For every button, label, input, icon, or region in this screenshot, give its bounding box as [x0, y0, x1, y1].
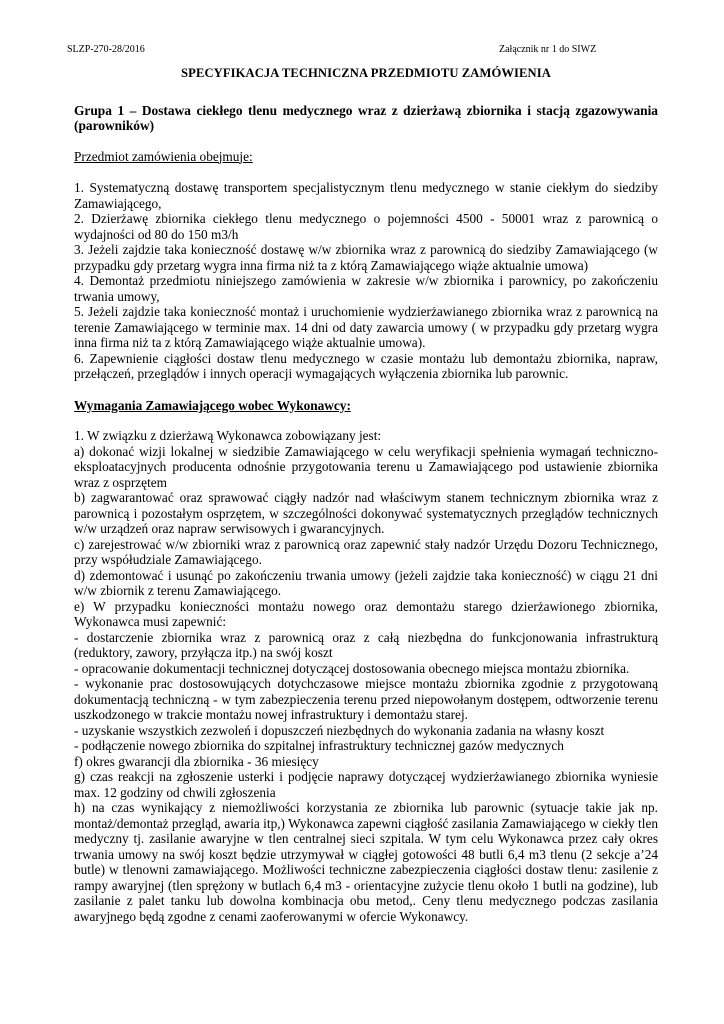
document-reference: SLZP-270-28/2016 [67, 44, 145, 55]
requirement-item: d) zdemontować i usunąć po zakończeniu trwania umowy (jeżeli zajdzie taka konieczność) w ciągu 21 dni w/w zbiornik z terenu Zamawiającego. [74, 567, 658, 598]
attachment-label: Załącznik nr 1 do SIWZ [499, 44, 597, 55]
requirement-item: c) zarejestrować w/w zbiorniki wraz z parownicą oraz zapewnić stały nadzór Urzędu Dozoru Technicznego, przy współudziale Zamawiającego. [74, 536, 658, 567]
requirement-item: b) zagwarantować oraz sprawować ciągły nadzór nad właściwym stanem technicznym zbiornika wraz z parownicą i pozostałym osprzętem, w szczególności dokonywać systematycznych przeglądów technicznych w/w urządzeń oraz napraw serwisowych i gwarancyjnych. [74, 490, 658, 536]
scope-item: 4. Demontaż przedmiotu niniejszego zamówienia w zakresie w/w zbiornika i parownicy, po zakończeniu trwania umowy, [74, 273, 658, 304]
requirement-item: - wykonanie prac dostosowujących dotychczasowe miejsce montażu zbiornika zgodnie z przygotowaną dokumentacją techniczną - w tym zabezpieczenia terenu przed niepowołanym dostępem, odtworzenie terenu uszkodzonego w trakcie montażu nowej infrastruktury i demontażu starej. [74, 676, 658, 722]
scope-heading: Przedmiot zamówienia obejmuje: [74, 148, 253, 164]
requirement-item: g) czas reakcji na zgłoszenie usterki i podjęcie naprawy dotyczącej wydzierżawianego zbiornika wyniesie max. 12 godziny od chwili zgłoszenia [74, 769, 658, 800]
requirement-item: - dostarczenie zbiornika wraz z parownicą oraz z całą niezbędna do funkcjonowania infrastrukturą (reduktory, zawory, przyłącza itp.) na swój koszt [74, 629, 658, 660]
requirement-item: - podłączenie nowego zbiornika do szpitalnej infrastruktury technicznej gazów medycznych [74, 738, 564, 753]
scope-item: 3. Jeżeli zajdzie taka konieczność dostawę w/w zbiornika wraz z parownicą do siedziby Zamawiającego (w przypadku gdy przetarg wygra inna firma niż ta z którą Zamawiającego wiąże aktualnie umowa) [74, 242, 658, 273]
requirements-heading: Wymagania Zamawiającego wobec Wykonawcy: [74, 397, 351, 413]
requirement-item: 1. W związku z dzierżawą Wykonawca zobowiązany jest: [74, 428, 382, 443]
requirement-item: h) na czas wynikający z niemożliwości korzystania ze zbiornika lub parownic (sytuacje takie jak np. montaż/demontaż przegląd, awaria itp,) Wykonawca zapewni ciągłość zasilania Zamawiającego w ciekły tlen medyczny tj. zasilanie awaryjne w tlen centralnej sieci szpitala. W tym celu Wykonawca przez cały okres trwania umowy na swój koszt będzie utrzymywał w ciągłej gotowości 48 butli 6,4 m3 tlenu (2 sekcje a’24 butle) w tlenowni zamawiającego. Możliwości techniczne zabezpieczenia ciągłości dostaw tlenu: zasilenie z rampy awaryjnej (tlen sprężony w butlach 6,4 m3 - orientacyjne zużycie tlenu około 1 butli na godzine), lub zasilanie z palet tanku lub dowolna kombinacja obu metod,. Ceny tlenu medycznego podczas zasilania awaryjnego będą zgodne z cenami zaoferowanymi w ofercie Wykonawcy. [74, 800, 658, 924]
group-title: Grupa 1 – Dostawa ciekłego tlenu medycznego wraz z dzierżawą zbiornika i stacją zgazowywania (parowników) [74, 102, 658, 133]
scope-item: 6. Zapewnienie ciągłości dostaw tlenu medycznego w czasie montażu lub demontażu zbiornika, napraw, przełączeń, przeglądów i innych operacji wymagających wyłączenia zbiornika lub parownic. [74, 350, 658, 381]
requirement-item: e) W przypadku konieczności montażu nowego oraz demontażu starego dzierżawionego zbiornika, Wykonawca musi zapewnić: [74, 598, 658, 629]
scope-item: 1. Systematyczną dostawę transportem specjalistycznym tlenu medycznego w stanie ciekłym do siedziby Zamawiającego, [74, 180, 658, 211]
document-title: SPECYFIKACJA TECHNICZNA PRZEDMIOTU ZAMÓWIENIA [181, 66, 551, 80]
document-body [74, 66, 658, 924]
requirement-item: - uzyskanie wszystkich zezwoleń i dopuszczeń niezbędnych do wykonania zadania na własny koszt [74, 722, 605, 738]
requirement-item: a) dokonać wizji lokalnej w siedzibie Zamawiającego w celu weryfikacji spełnienia wymagań techniczno-eksploatacyjnych producenta odnośnie przygotowania terenu u Zamawiającego pod ustawienie zbiornika wraz z osprzętem [74, 443, 658, 490]
section-spacer [74, 382, 658, 398]
scope-item: 5. Jeżeli zajdzie taka konieczność montaż i uruchomienie wydzierżawianego zbiornika wraz z parownicą na terenie Zamawiającego w terminie max. 14 dni od daty zawarcia umowy ( w przypadku gdy przetarg wygra inna firma niż ta z którą Zamawiającego wiąże aktualnie umowa). [74, 304, 658, 350]
requirement-item: f) okres gwarancji dla zbiornika - 36 miesięcy [74, 753, 319, 769]
requirement-item: - opracowanie dokumentacji technicznej dotyczącej dostosowania obecnego miejsca montażu zbiornika. [74, 660, 630, 676]
scope-item: 2. Dzierżawę zbiornika ciekłego tlenu medycznego o pojemności 4500 - 50001 wraz z parownicą o wydajności od 80 do 150 m3/h [74, 211, 658, 242]
